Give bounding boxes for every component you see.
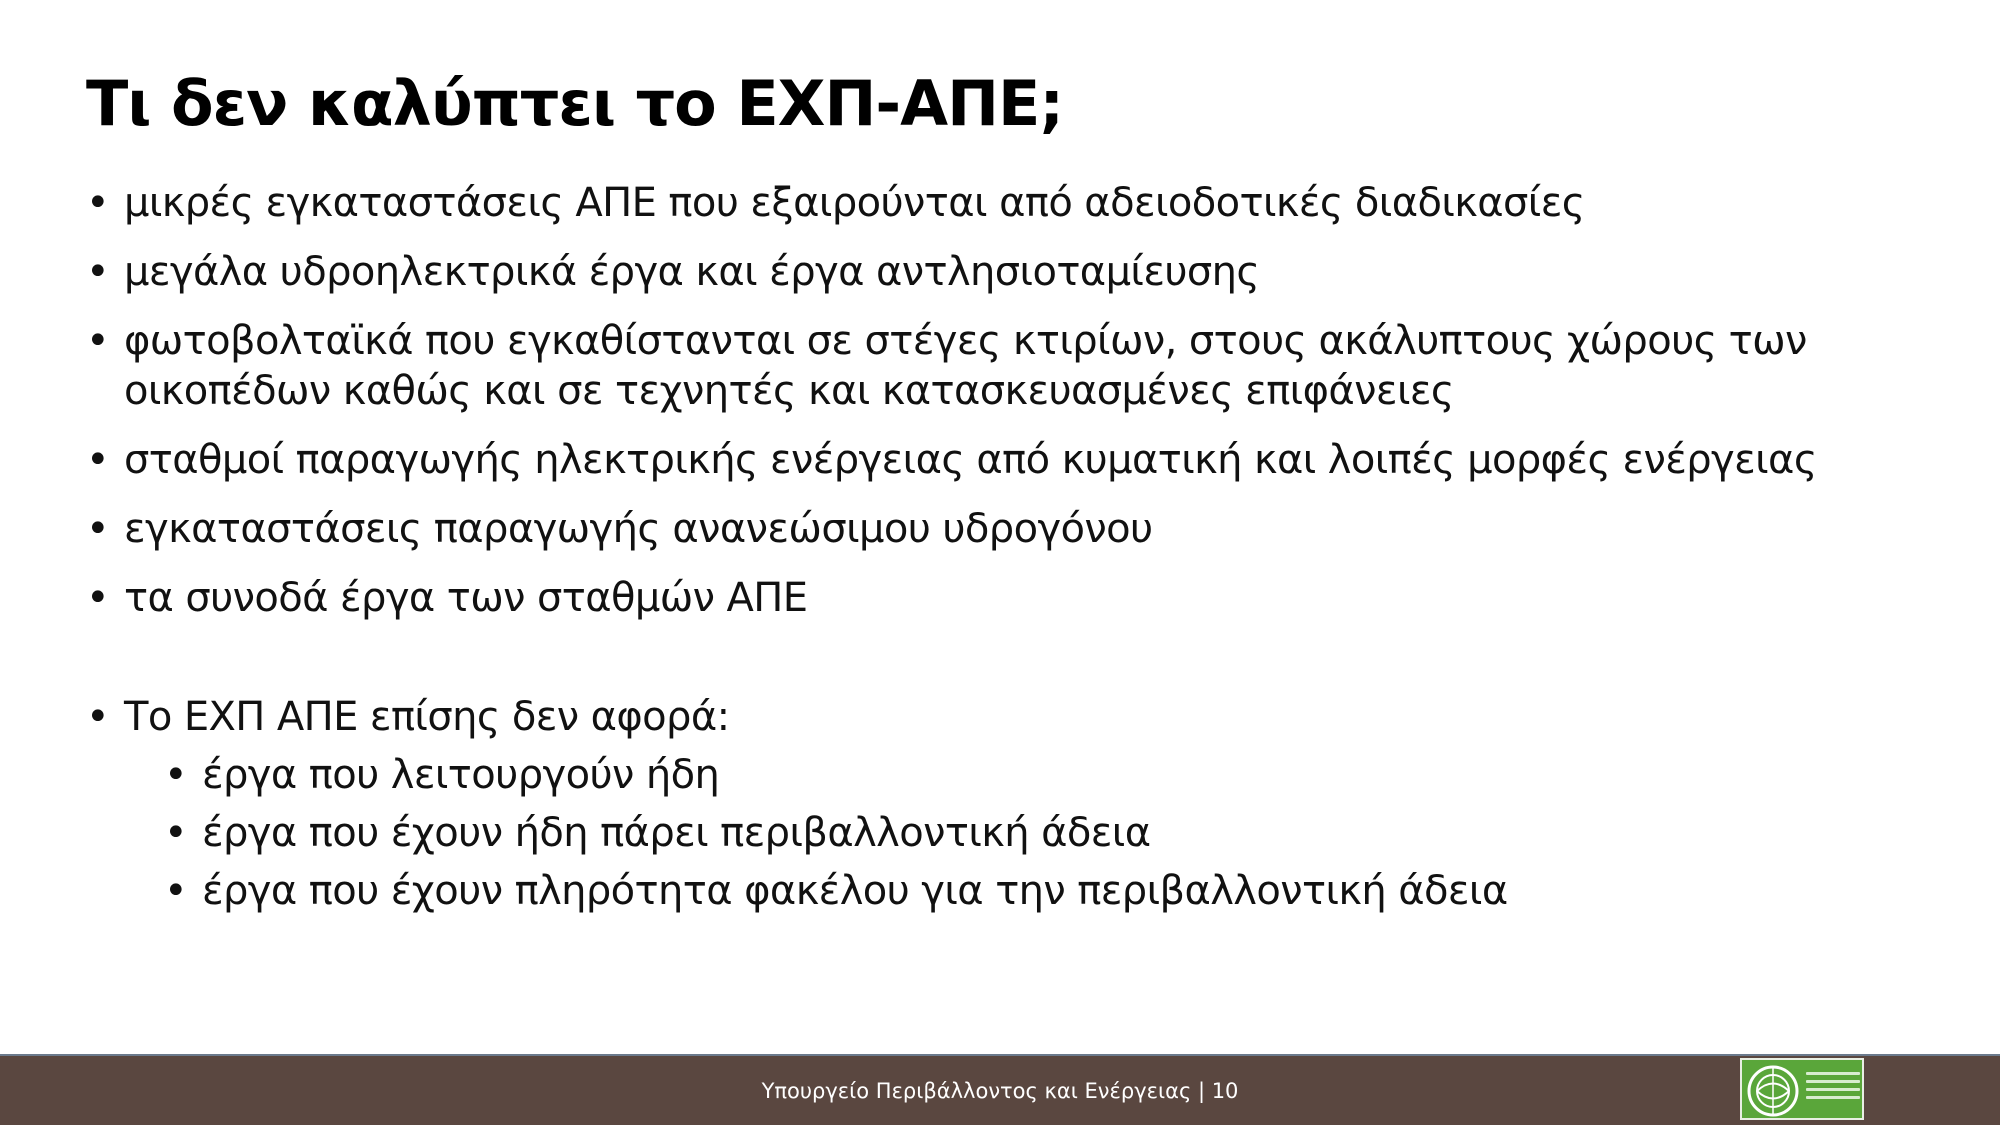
list-item — [86, 247, 1966, 297]
bullet-text: φωτοβολταϊκά που εγκαθίστανται σε στέγες κτιρίων, στους ακάλυπτους χώρους των οικοπέδων καθώς και σε τεχνητές και κατασκευασμένες επιφάνειες — [124, 318, 1807, 414]
list-item — [86, 435, 1966, 485]
also-heading: Το ΕΧΠ ΑΠΕ επίσης δεν αφορά: — [124, 694, 730, 740]
footer-bar — [0, 1054, 2000, 1125]
sub-bullet-text: έργα που έχουν ήδη πάρει περιβαλλοντική άδεια — [202, 810, 1151, 856]
bullet-text: μεγάλα υδροηλεκτρικά έργα και έργα αντλησιοταμίευσης — [124, 249, 1260, 295]
bullet-icon: • — [86, 506, 109, 552]
bullet-text: σταθμοί παραγωγής ηλεκτρικής ενέργειας από κυματική και λοιπές μορφές ενέργειας — [124, 437, 1817, 483]
bullet-icon: • — [164, 810, 187, 856]
sub-bullet-text: έργα που έχουν πληρότητα φακέλου για την περιβαλλοντική άδεια — [202, 868, 1508, 914]
list-item — [86, 316, 1966, 416]
list-item — [86, 504, 1966, 554]
slide-title: Τι δεν καλύπτει το ΕΧΠ-ΑΠΕ; — [86, 67, 1064, 140]
bullet-icon: • — [86, 437, 109, 483]
bullet-list — [86, 178, 1966, 924]
bullet-text: εγκαταστάσεις παραγωγής ανανεώσιμου υδρογόνου — [124, 506, 1153, 552]
bullet-icon: • — [86, 575, 109, 621]
bullet-text: τα συνοδά έργα των σταθμών ΑΠΕ — [124, 575, 808, 621]
sub-list-item — [164, 866, 1966, 916]
bullet-icon: • — [86, 694, 109, 740]
bullet-icon: • — [164, 752, 187, 798]
bullet-icon: • — [164, 868, 187, 914]
logo-wordmark-lines — [1806, 1072, 1860, 1104]
globe-icon — [1746, 1064, 1800, 1118]
bullet-icon: • — [86, 180, 109, 226]
bullet-text: μικρές εγκαταστάσεις ΑΠΕ που εξαιρούνται από αδειοδοτικές διαδικασίες — [124, 180, 1585, 226]
list-item-also — [86, 692, 1966, 916]
list-item — [86, 178, 1966, 228]
bullet-icon: • — [86, 318, 109, 364]
sub-bullet-text: έργα που λειτουργούν ήδη — [202, 752, 720, 798]
bullet-icon: • — [86, 249, 109, 295]
list-item — [86, 573, 1966, 623]
sub-list-item — [164, 808, 1966, 858]
sub-bullet-list — [124, 750, 1966, 916]
ministry-logo-icon — [1740, 1058, 1864, 1120]
sub-list-item — [164, 750, 1966, 800]
footer-text: Υπουργείο Περιβάλλοντος και Ενέργειας | 10 — [761, 1079, 1239, 1103]
